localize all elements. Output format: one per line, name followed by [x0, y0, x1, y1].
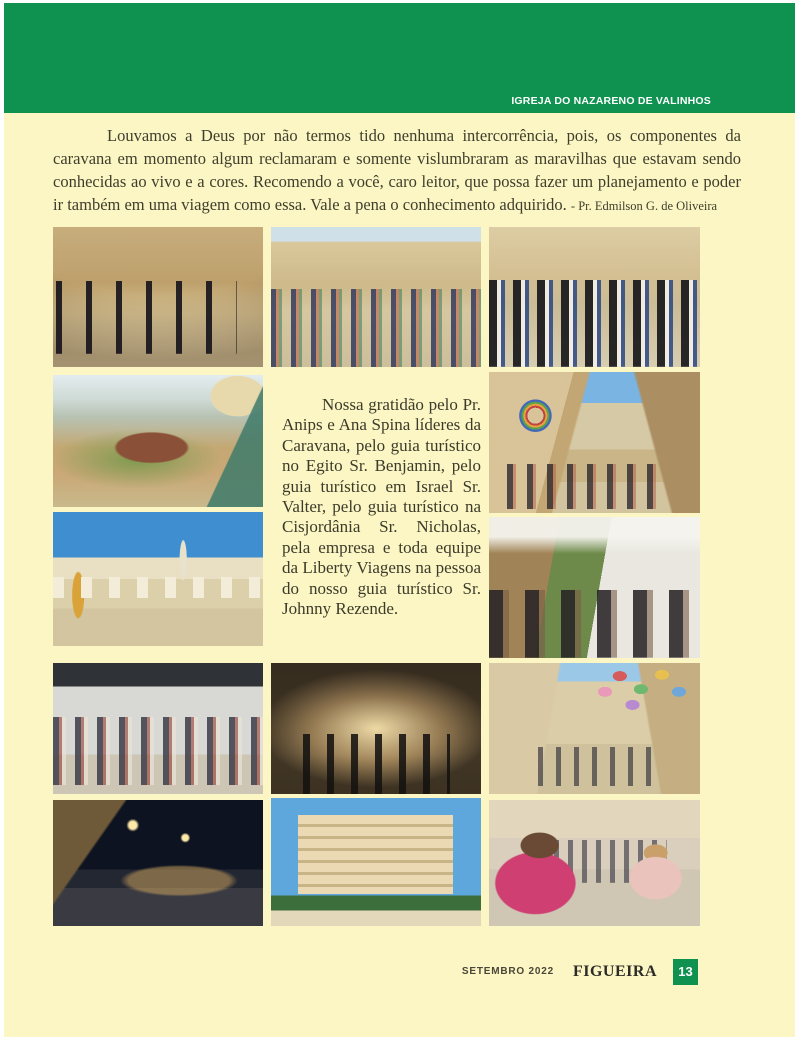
photo-covered-bazaar: [271, 663, 481, 794]
photo-western-wall-prayer: [489, 227, 700, 367]
photo-temple-mount-capitals: [53, 512, 263, 646]
intro-paragraph: [53, 124, 741, 218]
photo-rainbow-street: [489, 372, 700, 513]
photo-city-wall-night: [53, 800, 263, 926]
photo-terraced-hotel: [271, 798, 481, 926]
gratitude-paragraph: Nossa gratidão pelo Pr. Anips e Ana Spina líderes da Caravana, pelo guia turístico no Egito Sr. Benjamin, pelo guia turístico em Israel Sr. Valter, pelo guia turístico na Cisjordânia Sr. Nicholas, pela empresa e toda equipe da Liberty Viagens na pessoa do nosso guia turístico Sr. Johnny Rezende.: [282, 395, 481, 619]
footer: [462, 958, 698, 985]
page-background: [4, 3, 795, 1037]
page-number-badge: 13: [673, 959, 698, 985]
magazine-logo: FIGUEIRA: [572, 962, 657, 980]
photo-meeting-hall-group: [53, 663, 263, 794]
photo-garden-tomb-group: [489, 517, 700, 658]
church-name: IGREJA DO NAZARENO DE VALINHOS: [511, 95, 711, 107]
photo-airport-selfie: [489, 800, 700, 926]
intro-attribution: - Pr. Edmilson G. de Oliveira: [570, 199, 718, 213]
header-bar: [4, 3, 795, 113]
issue-date: SETEMBRO 2022: [461, 966, 554, 977]
photo-western-wall-plaza: [271, 227, 481, 367]
photo-jerusalem-panorama: [53, 375, 263, 507]
photo-western-wall-tunnel: [53, 227, 263, 367]
intro-text: Louvamos a Deus por não termos tido nenhuma intercorrência, pois, os componentes da caravana em momento algum reclamaram e somente vislumbraram as maravilhas que estavam sendo conhecidas ao vivo e a cores. Recomendo a você, caro leitor, que possa fazer um planejamento e poder ir também em uma viagem como essa. Vale a pena o conhecimento adquirido.: [53, 126, 741, 214]
photo-umbrella-street: [489, 663, 700, 794]
